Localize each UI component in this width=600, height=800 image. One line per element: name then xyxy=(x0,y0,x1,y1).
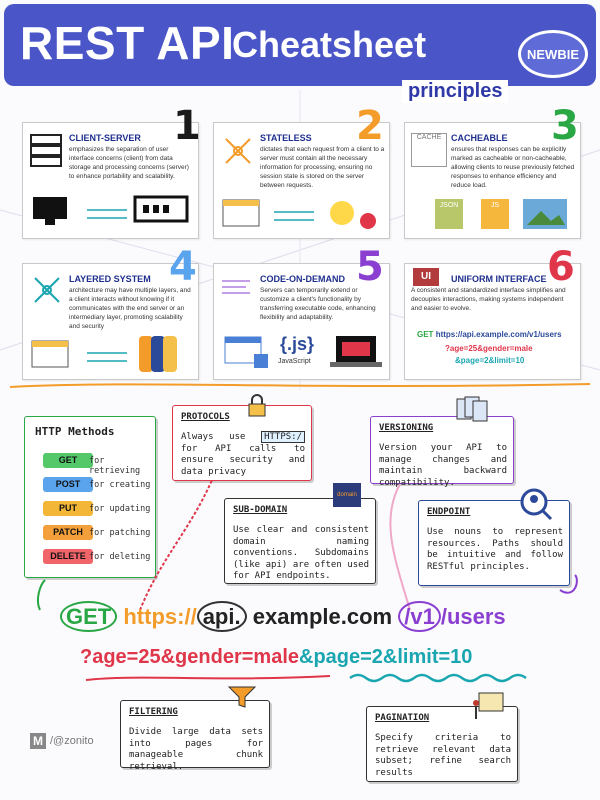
browser-plugin-icon xyxy=(224,336,274,372)
versioning-title: VERSIONING xyxy=(379,423,434,433)
url-scheme: https:// xyxy=(123,604,197,629)
method-get: GET xyxy=(43,453,93,468)
http-methods-title: HTTP Methods xyxy=(35,425,115,438)
principle-card-cacheable xyxy=(404,103,581,239)
arrows-icon xyxy=(83,348,133,366)
url-path: /users xyxy=(440,604,506,629)
url-query-1: ?age=25&gender=male xyxy=(445,344,533,353)
principle-card-client-server xyxy=(22,103,201,239)
card-title: LAYERED SYSTEM xyxy=(69,274,151,284)
newbie-badge: NEWBIE xyxy=(518,30,588,78)
arrows-icon xyxy=(83,205,133,223)
versioning-text: Version your API to manage changes and maintain backward compatibility. xyxy=(379,443,507,488)
endpoint-title: ENDPOINT xyxy=(427,507,471,517)
server-icon xyxy=(29,133,63,167)
subdomain-title: SUB-DOMAIN xyxy=(233,505,288,515)
filtering-title: FILTERING xyxy=(129,707,178,717)
example-url xyxy=(417,330,562,339)
server-status-icon xyxy=(322,197,384,233)
url-method: GET xyxy=(60,601,117,632)
url-anatomy-line-1 xyxy=(60,604,506,630)
javascript-label: JavaScript xyxy=(278,358,311,365)
endpoint-text: Use nouns to represent resources. Paths should be intuitive and follow RESTful principles. xyxy=(427,527,563,572)
pagination-title: PAGINATION xyxy=(375,713,430,723)
network-icon xyxy=(31,274,63,306)
method-post: POST xyxy=(43,477,93,492)
code-window-icon xyxy=(220,276,254,304)
url-anatomy-line-2 xyxy=(80,646,472,669)
url-subdomain: api. xyxy=(197,601,247,632)
card-number: 4 xyxy=(169,244,197,290)
page-subtitle: Cheatsheet xyxy=(232,24,427,65)
url-path: https://api.example.com/v1/users xyxy=(435,330,562,339)
https-badge: HTTPS:/ xyxy=(261,431,305,443)
method-desc: for deleting xyxy=(89,552,151,562)
connector-arrows xyxy=(0,470,600,620)
js-file-icon: JS xyxy=(481,199,509,229)
card-title: CACHEABLE xyxy=(451,133,508,143)
card-text: emphasizes the separation of user interface concerns (client) from data storage and processing concerns (server) to enhance portability and scalability. xyxy=(69,146,189,180)
subdomain-text: Use clear and consistent domain naming conventions. Subdomains (like api) are often used for API endpoints. xyxy=(233,525,369,581)
pagination-box xyxy=(366,706,518,782)
protocols-post: for xyxy=(181,443,198,454)
lock-icon xyxy=(247,394,267,418)
card-title: STATELESS xyxy=(260,133,312,143)
filter-funnel-icon xyxy=(227,683,257,709)
arrows-icon xyxy=(270,207,320,225)
method-delete: DELETE xyxy=(43,549,93,564)
method-desc: for patching xyxy=(89,528,151,538)
protocols-title: PROTOCOLS xyxy=(181,412,230,422)
version-files-icon xyxy=(453,395,493,425)
card-text: Servers can temporarily extend or customize a client's functionality by transferring executable code, enhancing flexibility and adaptability. xyxy=(260,287,376,321)
url-version: /v1 xyxy=(398,601,441,632)
protocols-pre: Always use xyxy=(181,432,246,442)
medium-logo-icon: M xyxy=(30,733,46,749)
principle-card-stateless xyxy=(213,103,390,239)
author-watermark: /@zonito xyxy=(50,735,94,747)
protocols-rest: API calls to ensure security and data privacy xyxy=(181,443,306,477)
js-icon: {.js} xyxy=(280,334,315,354)
domain-icon: domain xyxy=(333,483,361,507)
card-number: 2 xyxy=(356,103,384,149)
principle-card-layered-system xyxy=(22,244,199,380)
card-title: CLIENT-SERVER xyxy=(69,133,141,143)
url-method: GET xyxy=(417,330,434,339)
url-query-pagination: &page=2&limit=10 xyxy=(299,646,473,668)
network-icon xyxy=(222,135,254,167)
method-patch: PATCH xyxy=(43,525,93,540)
url-query-filter: ?age=25&gender=male xyxy=(80,646,299,668)
card-number: 6 xyxy=(547,244,575,290)
json-file-icon: JSON xyxy=(435,199,463,229)
card-number: 1 xyxy=(173,103,201,149)
card-text: ensures that responses can be explicitly marked as cacheable or non-cacheable, allowing clients to reuse previously fetched responses to enhance efficiency and reduce load. xyxy=(451,146,575,189)
ui-icon: UI xyxy=(413,268,439,286)
method-put: PUT xyxy=(43,501,93,516)
browser-window-icon xyxy=(31,340,71,370)
principles-label: principles xyxy=(402,80,508,103)
card-text: architecture may have multiple layers, and a client interacts without knowing if it communicates with the end server or an intermediary layer, promoting scalability and security xyxy=(69,287,191,330)
url-domain: example.com xyxy=(252,604,393,629)
card-text: A consistent and standardized interface simplifies and decouples interactions, making systems independent and easier to evolve. xyxy=(411,287,566,312)
page-title: REST API xyxy=(20,17,235,69)
image-file-icon xyxy=(521,197,571,233)
url-query-2: &page=2&limit=10 xyxy=(455,356,525,365)
principle-card-uniform-interface xyxy=(404,244,581,380)
filtering-box xyxy=(120,700,270,772)
card-text: dictates that each request from a client to a server must contain all the necessary information for processing, ensuring no session state is stored on the server between requests. xyxy=(260,146,385,189)
url-underlines xyxy=(80,668,540,688)
layers-icon xyxy=(135,330,193,376)
principle-card-code-on-demand xyxy=(213,244,390,380)
server-box-icon xyxy=(133,195,191,225)
presenter-icon xyxy=(471,691,505,721)
cache-icon: CACHE xyxy=(411,133,447,167)
method-desc: for updating xyxy=(89,504,151,514)
method-desc: for creating xyxy=(89,480,151,490)
card-title: CODE-ON-DEMAND xyxy=(260,274,345,284)
desktop-client-icon xyxy=(31,195,71,229)
card-title: UNIFORM INTERFACE xyxy=(451,274,547,284)
section-divider xyxy=(0,378,600,394)
card-number: 3 xyxy=(551,103,579,149)
method-desc: for retrieving xyxy=(89,456,141,476)
browser-window-icon xyxy=(222,199,262,229)
laptop-icon xyxy=(330,334,384,372)
card-number: 5 xyxy=(356,244,384,290)
pagination-text: Specify criteria to retrieve relevant data subset; refine search results xyxy=(375,733,511,778)
filtering-text: Divide large data sets into pages for manageable chunk retrieval. xyxy=(129,727,263,772)
